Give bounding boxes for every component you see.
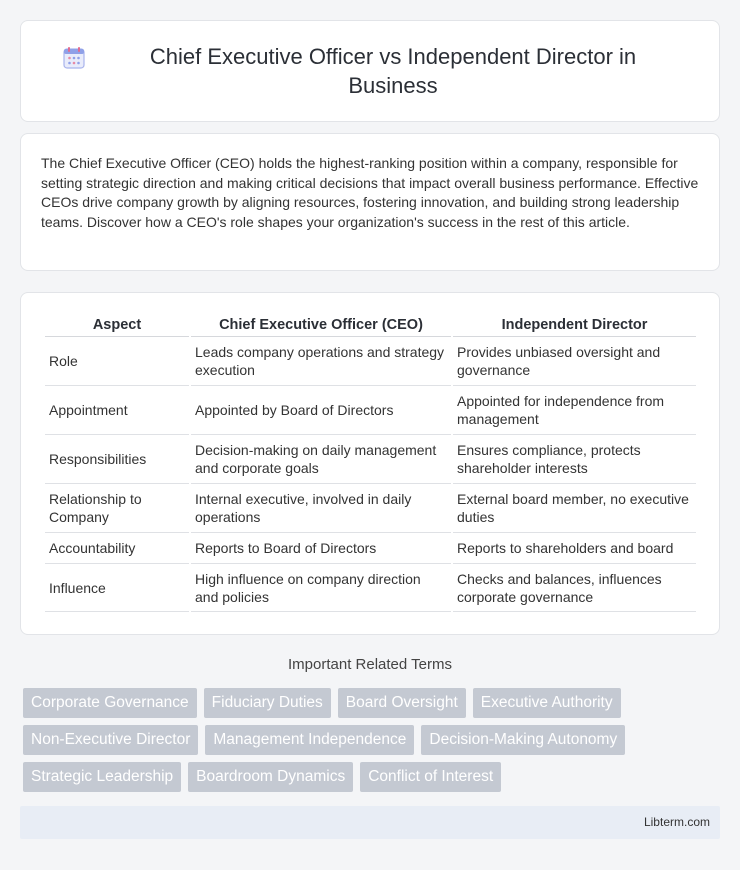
related-terms: [23, 688, 723, 799]
tag-decision-making-autonomy[interactable]: Decision-Making Autonomy: [421, 725, 625, 755]
footer: [20, 806, 720, 839]
intro-card: [20, 133, 720, 271]
tag-non-executive-director[interactable]: Non-Executive Director: [23, 725, 198, 755]
header-card: [20, 20, 720, 122]
comparison-table-card: [20, 292, 720, 635]
calendar-icon: [61, 45, 87, 71]
table-cell: Relationship to Company: [45, 484, 189, 533]
header-ceo: Chief Executive Officer (CEO): [191, 315, 451, 337]
table-row: [45, 386, 696, 435]
table-cell: Influence: [45, 564, 189, 612]
tag-executive-authority[interactable]: Executive Authority: [473, 688, 621, 718]
table-cell: Accountability: [45, 533, 189, 564]
table-cell: Decision-making on daily management and corporate goals: [191, 435, 451, 484]
table-cell: Appointment: [45, 386, 189, 435]
table-row: [45, 337, 696, 386]
tag-boardroom-dynamics[interactable]: Boardroom Dynamics: [188, 762, 353, 792]
table-header-row: [45, 315, 696, 337]
tag-conflict-of-interest[interactable]: Conflict of Interest: [360, 762, 501, 792]
table-cell: Appointed for independence from management: [453, 386, 696, 435]
tag-row: [23, 725, 723, 755]
page-title: Chief Executive Officer vs Independent Director in Business: [149, 44, 637, 98]
header-aspect: Aspect: [45, 315, 189, 337]
tag-management-independence[interactable]: Management Independence: [205, 725, 414, 755]
table-cell: Checks and balances, influences corporate governance: [453, 564, 696, 612]
related-terms-title: Important Related Terms: [288, 656, 452, 673]
header-independent-director: Independent Director: [453, 315, 696, 337]
table-cell: Appointed by Board of Directors: [191, 386, 451, 435]
table-row: [45, 564, 696, 612]
table-row: [45, 484, 696, 533]
table-row: [45, 533, 696, 564]
table-cell: Internal executive, involved in daily operations: [191, 484, 451, 533]
table-cell: Responsibilities: [45, 435, 189, 484]
table-cell: High influence on company direction and policies: [191, 564, 451, 612]
table-cell: Leads company operations and strategy execution: [191, 337, 451, 386]
tag-board-oversight[interactable]: Board Oversight: [338, 688, 466, 718]
table-row: [45, 435, 696, 484]
table-cell: Reports to Board of Directors: [191, 533, 451, 564]
table-cell: Role: [45, 337, 189, 386]
table-cell: Provides unbiased oversight and governance: [453, 337, 696, 386]
tag-fiduciary-duties[interactable]: Fiduciary Duties: [204, 688, 331, 718]
tag-corporate-governance[interactable]: Corporate Governance: [23, 688, 197, 718]
table-cell: Ensures compliance, protects shareholder interests: [453, 435, 696, 484]
footer-site-link[interactable]: Libterm.com: [643, 815, 710, 829]
tag-row: [23, 762, 723, 792]
tag-strategic-leadership[interactable]: Strategic Leadership: [23, 762, 181, 792]
table-cell: Reports to shareholders and board: [453, 533, 696, 564]
table-cell: External board member, no executive duties: [453, 484, 696, 533]
intro-paragraph: The Chief Executive Officer (CEO) holds the highest-ranking position within a company, responsible for setting strategic direction and making critical decisions that impact overall business performance. Effective CEOs drive company growth by aligning resources, fostering innovation, and building strong leadership teams. Discover how a CEO's role shapes your organization's success in the rest of this article.: [41, 155, 699, 230]
tag-row: [23, 688, 723, 718]
comparison-table: [43, 315, 698, 612]
